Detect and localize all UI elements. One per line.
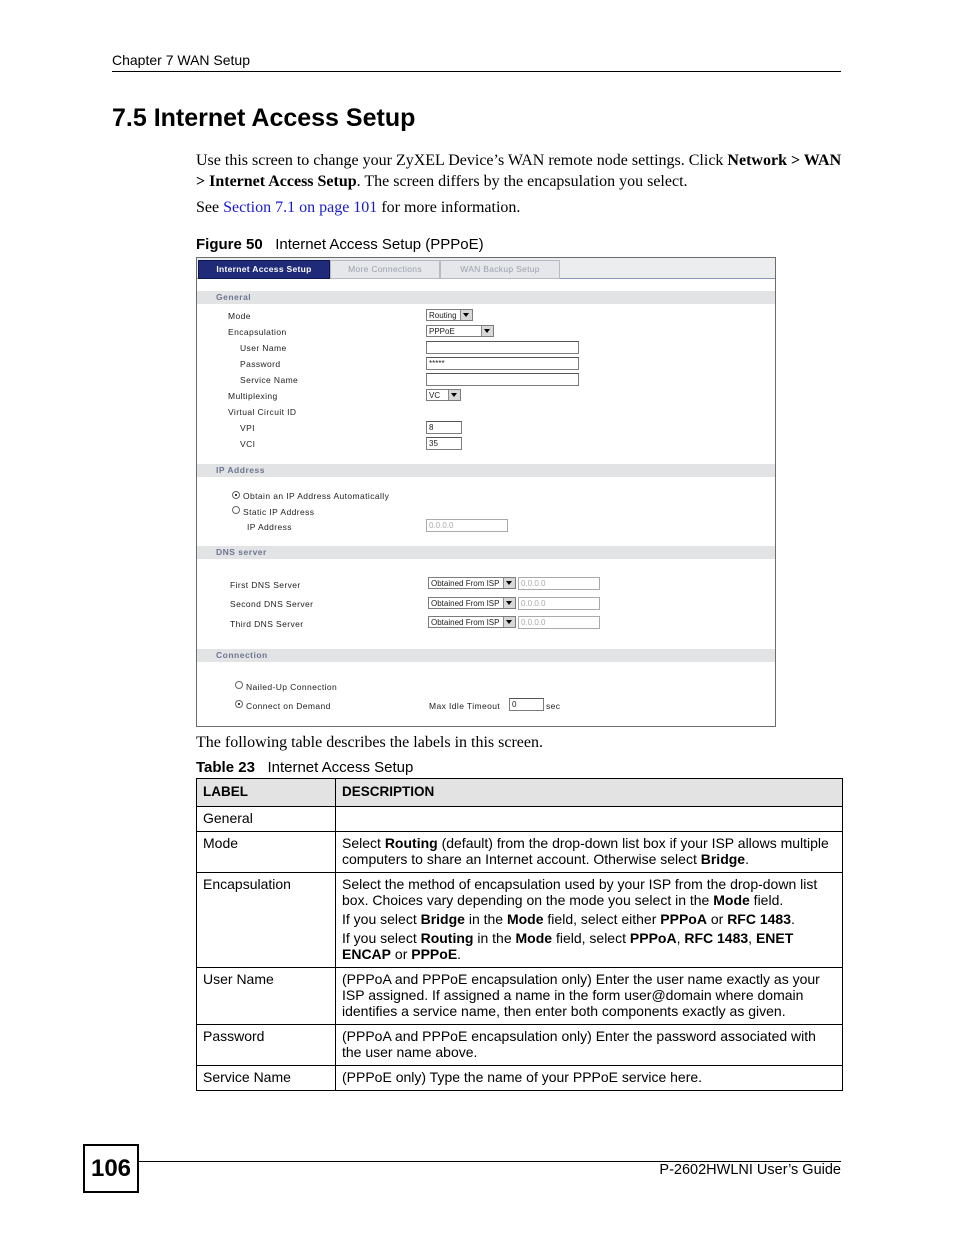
- chevron-down-icon: [503, 617, 515, 627]
- mode-label: Mode: [228, 311, 251, 321]
- internet-access-table: [196, 778, 843, 1091]
- second-dns-input[interactable]: 0.0.0.0: [518, 597, 600, 610]
- row-description: (PPPoA and PPPoE encapsulation only) Enter the user name exactly as your ISP assigned. If assigned a name in the form user@domain where domain identifies a service name, then enter both components exactly as given.: [336, 968, 843, 1025]
- multiplexing-select[interactable]: VC: [426, 389, 461, 401]
- vci-label: VCI: [240, 439, 256, 449]
- third-dns-label: Third DNS Server: [230, 619, 304, 629]
- second-dns-label: Second DNS Server: [230, 599, 314, 609]
- row-label: General: [197, 807, 336, 832]
- second-dns-select[interactable]: Obtained From ISP: [428, 597, 516, 609]
- ip-address-label: IP Address: [247, 522, 292, 532]
- section-link[interactable]: Section 7.1 on page 101: [223, 199, 378, 216]
- running-header: Chapter 7 WAN Setup: [112, 52, 250, 68]
- nailed-up-radio[interactable]: [235, 681, 243, 689]
- encapsulation-select[interactable]: PPPoE: [426, 325, 494, 337]
- table-row: [197, 968, 843, 1025]
- obtain-ip-radio[interactable]: [232, 491, 240, 499]
- table-header-row: [197, 779, 843, 807]
- see-also-paragraph: See Section 7.1 on page 101 for more information.: [196, 199, 521, 216]
- password-label: Password: [240, 359, 281, 369]
- section-title: 7.5 Internet Access Setup: [112, 104, 416, 132]
- password-input[interactable]: *****: [426, 357, 579, 370]
- internet-access-screenshot: [196, 257, 776, 727]
- vci-input[interactable]: 35: [426, 437, 462, 450]
- virtual-circuit-id-label: Virtual Circuit ID: [228, 407, 297, 417]
- header-rule: [112, 71, 841, 72]
- first-dns-select[interactable]: Obtained From ISP: [428, 577, 516, 589]
- tab-bar: [197, 258, 775, 279]
- intro-paragraph: Use this screen to change your ZyXEL Device’s WAN remote node settings. Click Network > WAN > Internet Access Setup. The screen differs by the encapsulation you select.: [196, 152, 842, 190]
- obtain-ip-label: Obtain an IP Address Automatically: [243, 491, 390, 501]
- static-ip-radio[interactable]: [232, 506, 240, 514]
- chevron-down-icon: [481, 326, 493, 336]
- third-dns-input[interactable]: 0.0.0.0: [518, 616, 600, 629]
- ip-address-input[interactable]: 0.0.0.0: [426, 519, 508, 532]
- row-description: Select the method of encapsulation used by your ISP from the drop-down list box. Choices vary depending on the mode you select in the Mode field. If you select Bridge in the Mode field, select either PPPoA or RFC 1483. If you select Routing in the Mode field, select PPPoA, RFC 1483, ENET ENCAP or PPPoE.: [336, 873, 843, 968]
- row-description: (PPPoA and PPPoE encapsulation only) Enter the password associated with the user name above.: [336, 1025, 843, 1066]
- table-row: [197, 873, 843, 968]
- service-name-label: Service Name: [240, 375, 299, 385]
- row-description: Select Routing (default) from the drop-down list box if your ISP allows multiple computers to share an Internet account. Otherwise select Bridge.: [336, 832, 843, 873]
- chevron-down-icon: [503, 598, 515, 608]
- vpi-input[interactable]: 8: [426, 421, 462, 434]
- max-idle-timeout-input[interactable]: 0: [509, 698, 544, 711]
- section-ip-address: IP Address: [197, 464, 775, 477]
- table-row: [197, 1025, 843, 1066]
- row-label: User Name: [197, 968, 336, 1025]
- figure-caption: Figure 50 Internet Access Setup (PPPoE): [196, 236, 484, 253]
- user-name-label: User Name: [240, 343, 287, 353]
- page-number: 106: [83, 1144, 139, 1193]
- table-row: [197, 1066, 843, 1091]
- row-label: Mode: [197, 832, 336, 873]
- table-caption: Table 23 Internet Access Setup: [196, 759, 414, 776]
- encapsulation-label: Encapsulation: [228, 327, 287, 337]
- row-description: (PPPoE only) Type the name of your PPPoE service here.: [336, 1066, 843, 1091]
- row-label: Password: [197, 1025, 336, 1066]
- tab-more-connections[interactable]: More Connections: [330, 260, 440, 279]
- mode-select[interactable]: Routing: [426, 309, 473, 321]
- table-intro: The following table describes the labels in this screen.: [196, 734, 544, 751]
- nailed-up-label: Nailed-Up Connection: [246, 682, 338, 692]
- idle-unit-label: sec: [546, 701, 561, 711]
- chevron-down-icon: [448, 390, 460, 400]
- row-label: Encapsulation: [197, 873, 336, 968]
- section-general: General: [197, 291, 775, 304]
- third-dns-select[interactable]: Obtained From ISP: [428, 616, 516, 628]
- guide-title: P-2602HWLNI User’s Guide: [659, 1162, 841, 1178]
- max-idle-timeout-label: Max Idle Timeout: [429, 701, 501, 711]
- tab-internet-access-setup[interactable]: Internet Access Setup: [198, 260, 330, 279]
- table-row: [197, 807, 843, 832]
- tab-wan-backup-setup[interactable]: WAN Backup Setup: [440, 260, 560, 279]
- first-dns-label: First DNS Server: [230, 580, 301, 590]
- user-name-input[interactable]: [426, 341, 579, 354]
- section-dns-server: DNS server: [197, 546, 775, 559]
- chevron-down-icon: [503, 578, 515, 588]
- row-description: [336, 807, 843, 832]
- vpi-label: VPI: [240, 423, 255, 433]
- service-name-input[interactable]: [426, 373, 579, 386]
- section-connection: Connection: [197, 649, 775, 662]
- connect-on-demand-radio[interactable]: [235, 700, 243, 708]
- first-dns-input[interactable]: 0.0.0.0: [518, 577, 600, 590]
- table-row: [197, 832, 843, 873]
- multiplexing-label: Multiplexing: [228, 391, 278, 401]
- connect-on-demand-label: Connect on Demand: [246, 701, 331, 711]
- static-ip-label: Static IP Address: [243, 507, 315, 517]
- column-header-label: LABEL: [197, 779, 336, 807]
- column-header-description: DESCRIPTION: [336, 779, 843, 807]
- row-label: Service Name: [197, 1066, 336, 1091]
- chevron-down-icon: [460, 310, 472, 320]
